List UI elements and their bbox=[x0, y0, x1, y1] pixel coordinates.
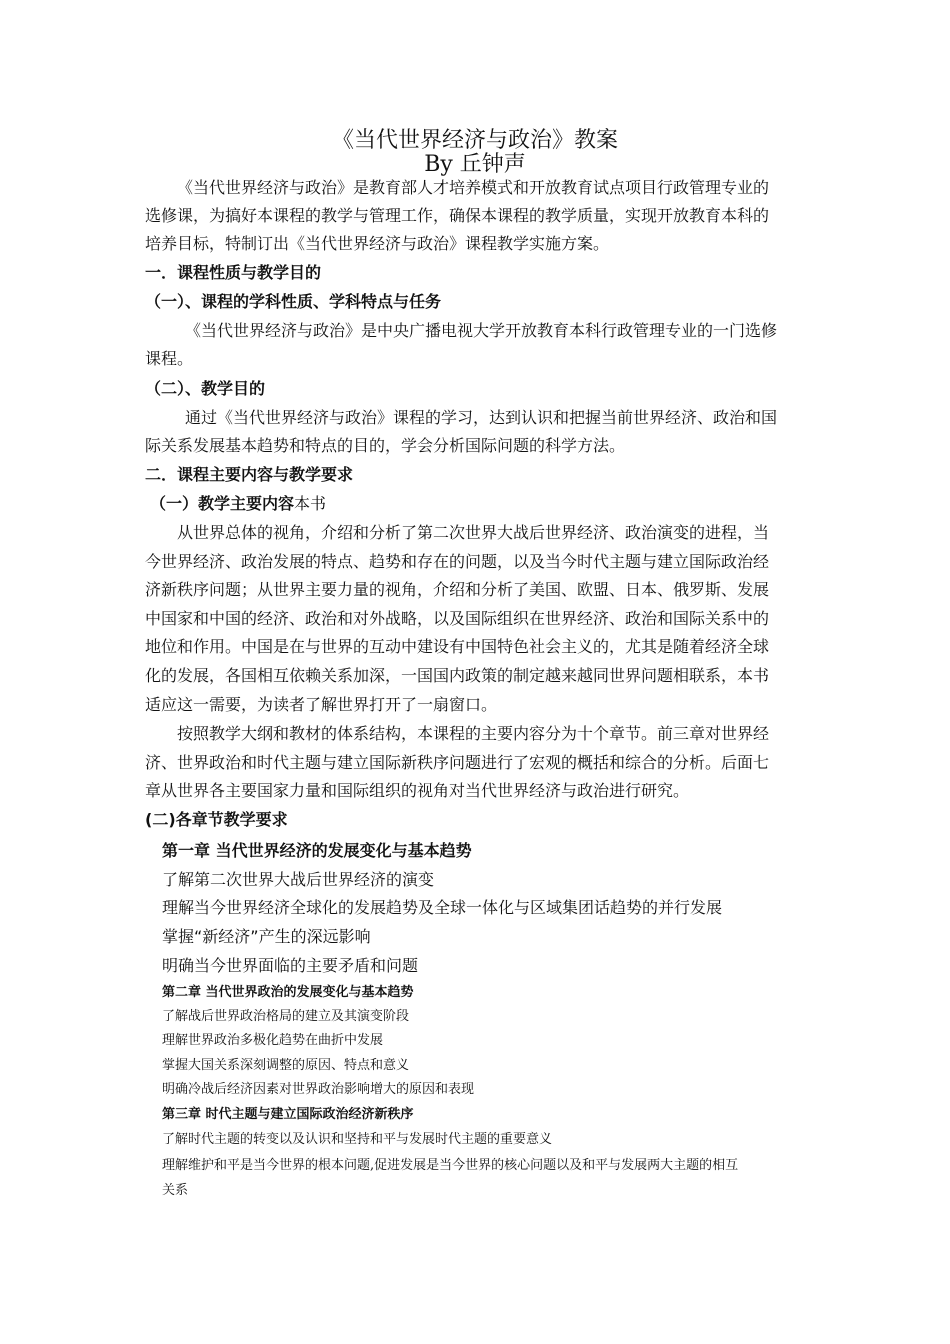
section-2-heading: 二．课程主要内容与教学要求 bbox=[145, 465, 354, 484]
content-line-1: 从世界总体的视角，介绍和分析了第二次世界大战后世界经济、政治演变的进程，当 bbox=[177, 523, 770, 542]
chapter-3-title: 第三章 时代主题与建立国际政治经济新秩序 bbox=[162, 1107, 414, 1122]
section-1-1-text-1: 《当代世界经济与政治》是中央广播电视大学开放教育本科行政管理专业的一门选修 bbox=[185, 321, 778, 340]
section-1-2-text-1: 通过《当代世界经济与政治》课程的学习，达到认识和把握当前世界经济、政治和国 bbox=[185, 408, 778, 427]
section-2-1-heading bbox=[150, 494, 815, 514]
section-2-1-heading-bold: （一）教学主要内容 bbox=[150, 494, 295, 513]
chapter-1-item: 掌握“新经济”产生的深远影响 bbox=[162, 927, 371, 946]
chapter-2-item: 理解世界政治多极化趋势在曲折中发展 bbox=[162, 1033, 384, 1048]
content-line-9: 济、世界政治和时代主题与建立国际新秩序问题进行了宏观的概括和综合的分析。后面七 bbox=[145, 753, 770, 772]
section-1-2-text-2: 际关系发展基本趋势和特点的目的，学会分析国际问题的科学方法。 bbox=[145, 436, 626, 455]
section-1-heading: 一．课程性质与教学目的 bbox=[145, 263, 322, 282]
content-line-3: 济新秩序问题；从世界主要力量的视角，介绍和分析了美国、欧盟、日本、俄罗斯、发展 bbox=[145, 580, 770, 599]
content-line-8: 按照教学大纲和教材的体系结构，本课程的主要内容分为十个章节。前三章对世界经 bbox=[177, 724, 770, 743]
chapter-1-item: 了解第二次世界大战后世界经济的演变 bbox=[162, 870, 435, 889]
section-1-1-heading: （一）、课程的学科性质、学科特点与任务 bbox=[145, 292, 442, 311]
chapter-2-item: 了解战后世界政治格局的建立及其演变阶段 bbox=[162, 1009, 410, 1024]
intro-line-3: 培养目标，特制订出《当代世界经济与政治》课程教学实施方案。 bbox=[145, 234, 610, 253]
content-line-10: 章从世界各主要国家力量和国际组织的视角对当代世界经济与政治进行研究。 bbox=[145, 781, 690, 800]
document-title: 《当代世界经济与政治》教案 bbox=[331, 128, 618, 153]
content-line-5: 地位和作用。中国是在与世界的互动中建设有中国特色社会主义的，尤其是随着经济全球 bbox=[145, 637, 770, 656]
content-line-6: 化的发展，各国相互依赖关系加深，一国国内政策的制定越来越同世界问题相联系，本书 bbox=[145, 666, 770, 685]
chapter-3-item: 了解时代主题的转变以及认识和坚持和平与发展时代主题的重要意义 bbox=[162, 1132, 553, 1147]
chapter-2-title: 第二章 当代世界政治的发展变化与基本趋势 bbox=[162, 985, 414, 1000]
intro-line-1: 《当代世界经济与政治》是教育部人才培养模式和开放教育试点项目行政管理专业的 bbox=[177, 178, 770, 197]
intro-line-2: 选修课，为搞好本课程的教学与管理工作，确保本课程的教学质量，实现开放教育本科的 bbox=[145, 206, 770, 225]
chapter-3-item: 关系 bbox=[162, 1183, 189, 1198]
chapter-1-item: 理解当今世界经济全球化的发展趋势及全球一体化与区域集团话趋势的并行发展 bbox=[162, 898, 723, 917]
document-author: By 丘钟声 bbox=[424, 152, 526, 177]
content-line-4: 中国家和中国的经济、政治和对外战略，以及国际组织在世界经济、政治和国际关系中的 bbox=[145, 609, 770, 628]
chapter-2-item: 掌握大国关系深刻调整的原因、特点和意义 bbox=[162, 1058, 410, 1073]
chapter-1-item: 明确当今世界面临的主要矛盾和问题 bbox=[162, 956, 419, 975]
section-2-1-heading-tail: 本书 bbox=[294, 494, 327, 513]
content-line-7: 适应这一需要，为读者了解世界打开了一扇窗口。 bbox=[145, 695, 498, 714]
chapter-1-title: 第一章 当代世界经济的发展变化与基本趋势 bbox=[162, 841, 472, 860]
chapter-2-item: 明确冷战后经济因素对世界政治影响增大的原因和表现 bbox=[162, 1082, 475, 1097]
section-1-2-heading: （二）、教学目的 bbox=[145, 379, 266, 398]
section-1-1-text-2: 课程。 bbox=[145, 349, 194, 368]
section-2-2-heading: (二)各章节教学要求 bbox=[145, 810, 288, 829]
content-line-2: 今世界经济、政治发展的特点、趋势和存在的问题，以及当今时代主题与建立国际政治经 bbox=[145, 552, 770, 571]
chapter-3-item: 理解维护和平是当今世界的根本问题,促进发展是当今世界的核心问题以及和平与发展两大主题的相互 bbox=[162, 1158, 739, 1173]
